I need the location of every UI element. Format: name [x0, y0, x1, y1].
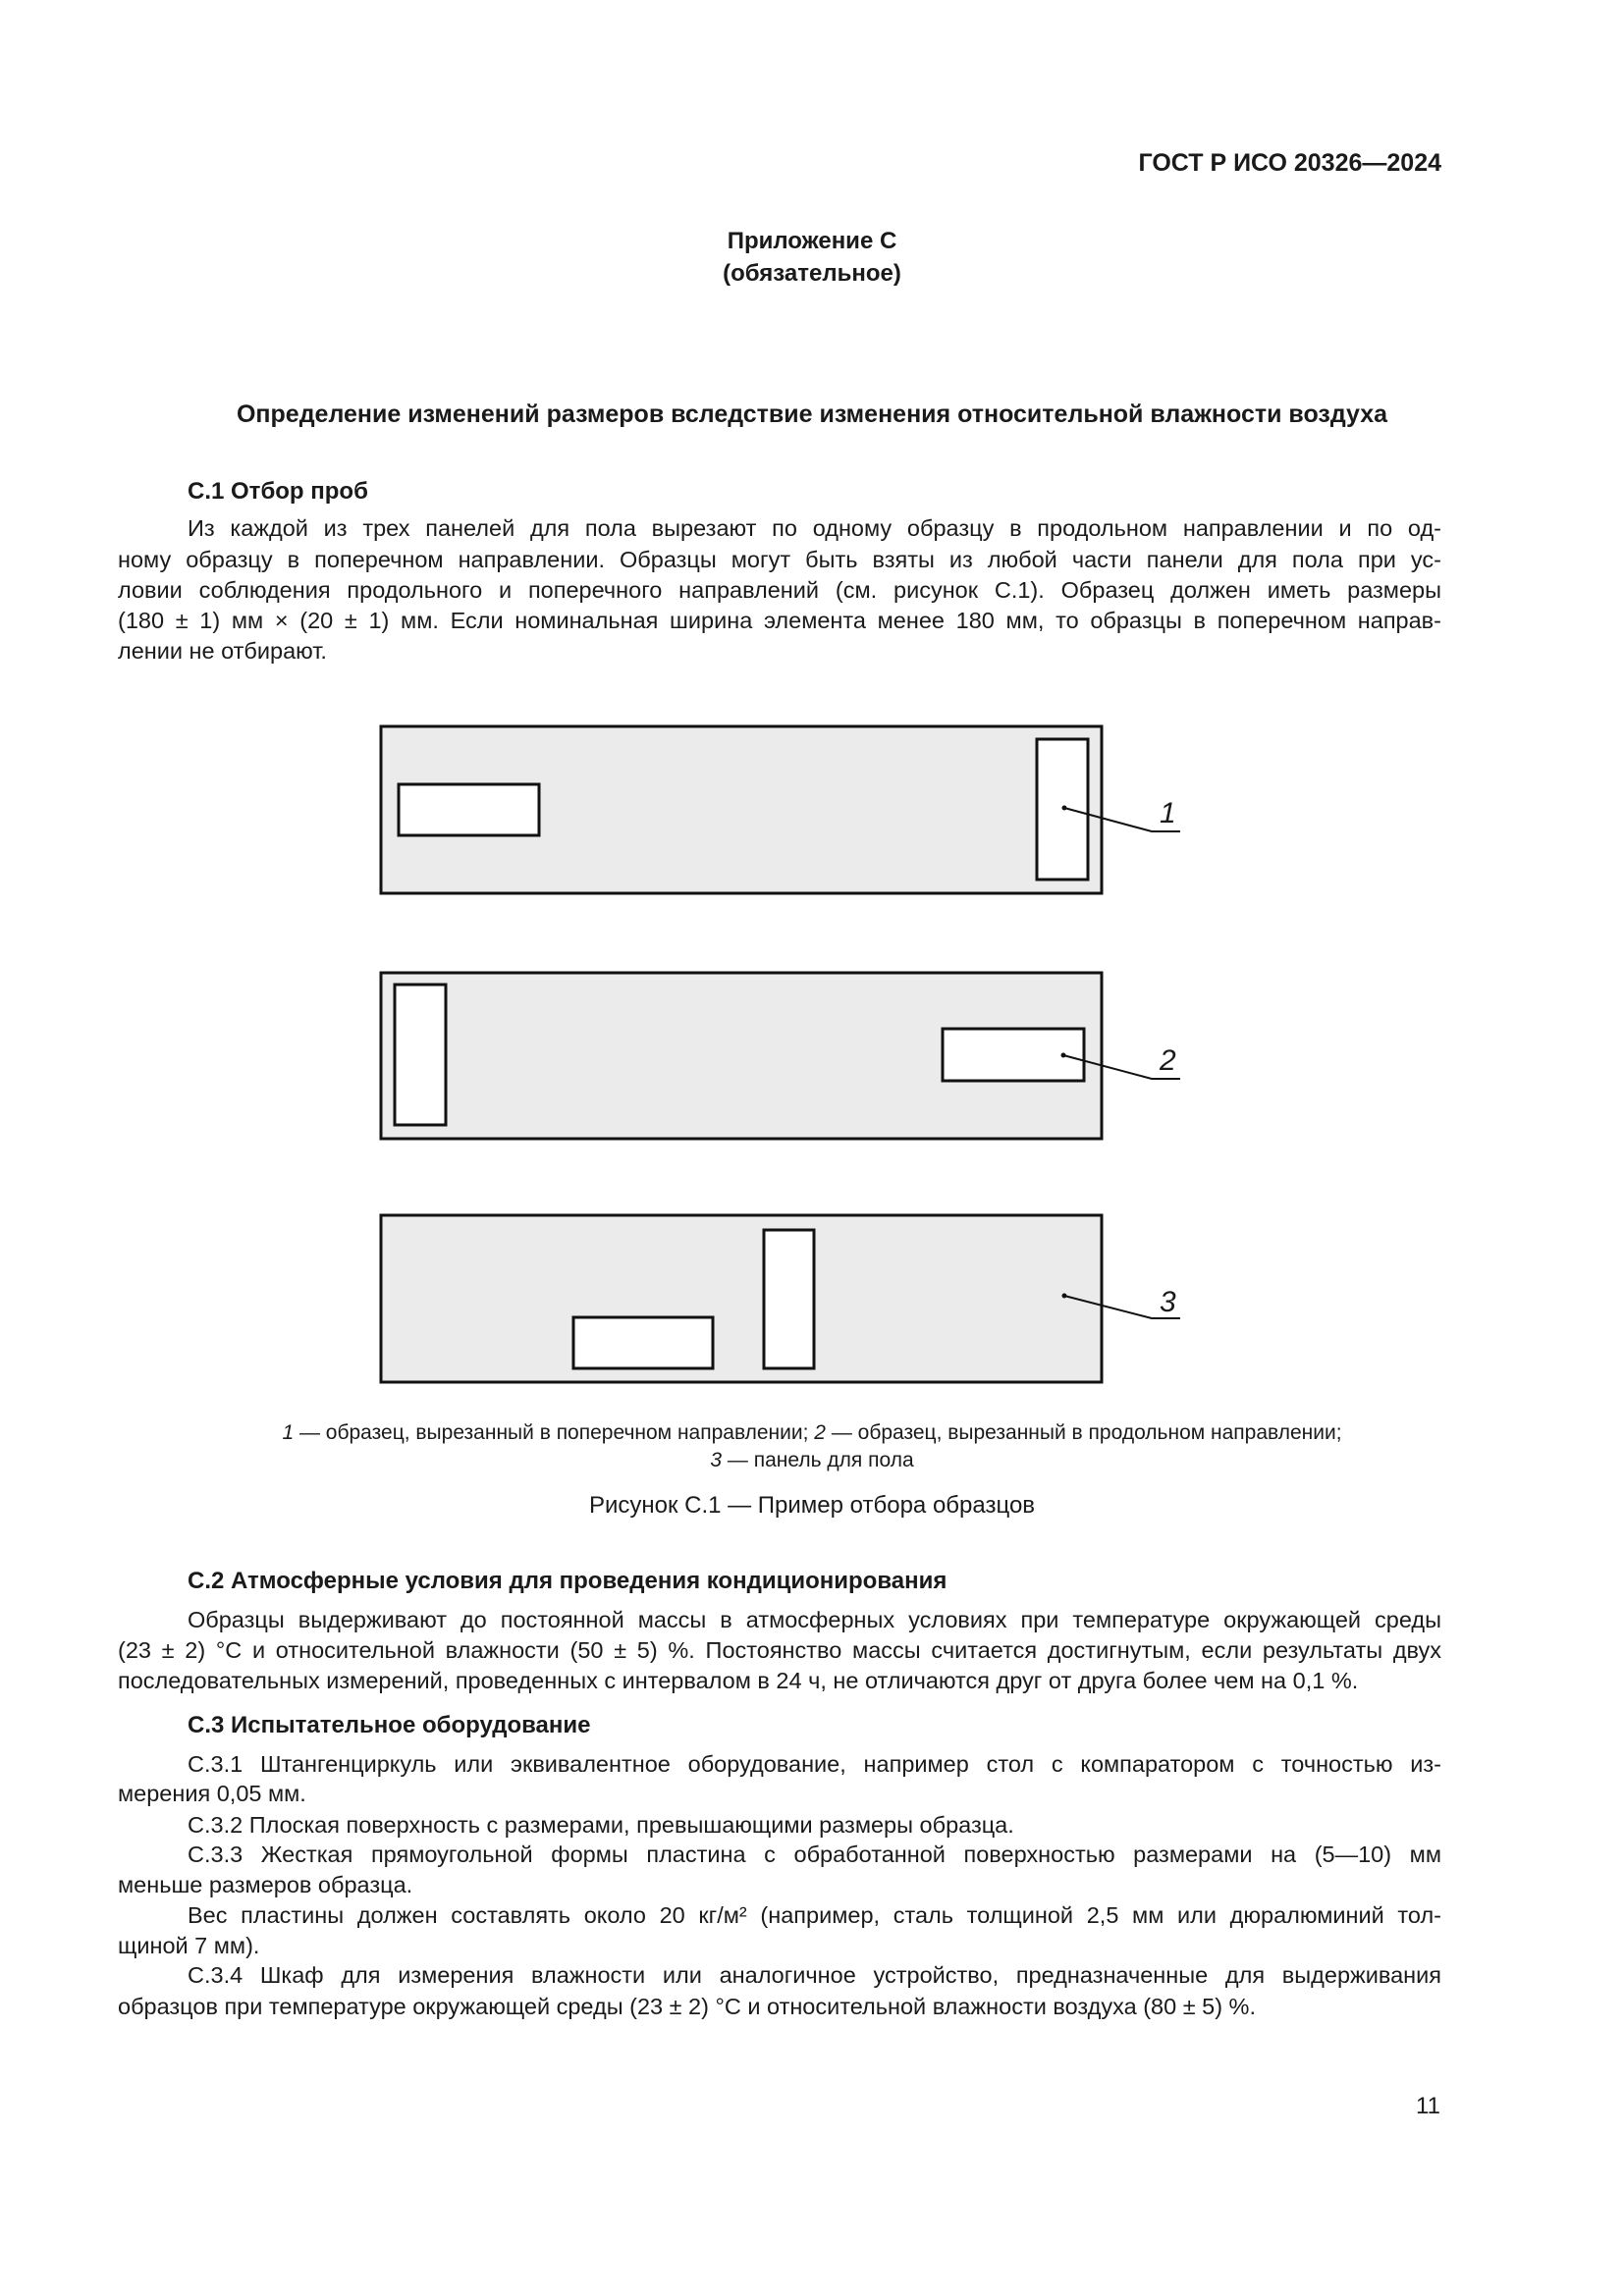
paragraph-line: лении не отбирают.: [118, 638, 327, 664]
callout-label-3: 3: [1160, 1286, 1176, 1318]
legend-num: 3: [710, 1449, 723, 1471]
legend-num: 1: [282, 1421, 295, 1444]
paragraph-line: ному образцу в поперечном направлении. Образцы могут быть взяты из любой части панели для пола при ус-: [118, 547, 1441, 572]
paragraph-line: Вес пластины должен составлять около 20 кг/м² (например, сталь толщиной 2,5 мм или дюралюминий тол-: [188, 1902, 1441, 1928]
document-title: Определение изменений размеров вследствие изменения относительной влажности воздуха: [236, 400, 1388, 428]
figure-caption: Рисунок С.1 — Пример отбора образцов: [588, 1492, 1036, 1519]
paragraph-line: С.3.1 Штангенциркуль или эквивалентное оборудование, например стол с компаратором с точностью из-: [188, 1751, 1441, 1777]
panel-1: [381, 726, 1180, 893]
section-heading-c3: С.3 Испытательное оборудование: [188, 1712, 591, 1738]
panel-2: [381, 973, 1180, 1139]
paragraph-line: С.3.4 Шкаф для измерения влажности или аналогичное устройство, предназначенные для выдерживания: [188, 1962, 1441, 1988]
callout-label-2: 2: [1160, 1044, 1176, 1077]
paragraph-line: щиной 7 мм).: [118, 1933, 260, 1958]
paragraph-line: мерения 0,05 мм.: [118, 1781, 306, 1806]
paragraph-line: Из каждой из трех панелей для пола вырезают по одному образцу в продольном направлении и по од-: [188, 515, 1441, 541]
figure-legend-line-1: [0, 1421, 1624, 1445]
callout-label-1: 1: [1160, 797, 1176, 829]
paragraph-line: образцов при температуре окружающей среды (23 ± 2) °С и относительной влажности воздуха (80 ± 5) %.: [118, 1994, 1256, 2019]
sample-longitudinal: [399, 784, 539, 835]
sample-transverse: [395, 985, 446, 1125]
paragraph-line: Образцы выдерживают до постоянной массы в атмосферных условиях при температуре окружающей среды: [188, 1607, 1441, 1632]
paragraph-line: (180 ± 1) мм × (20 ± 1) мм. Если номинальная ширина элемента менее 180 мм, то образцы в поперечном направ-: [118, 608, 1441, 633]
sample-longitudinal: [573, 1317, 713, 1368]
paragraph-line: С.3.2 Плоская поверхность с размерами, превышающими размеры образца.: [188, 1812, 1014, 1838]
page-number: 11: [1416, 2093, 1440, 2119]
annex-status: (обязательное): [723, 260, 901, 287]
section-heading-c2: С.2 Атмосферные условия для проведения кондиционирования: [188, 1568, 947, 1594]
paragraph-line: последовательных измерений, проведенных с интервалом в 24 ч, не отличаются друг от друга более чем на 0,1 %.: [118, 1668, 1359, 1693]
legend-text: — образец, вырезанный в поперечном направлении;: [294, 1421, 815, 1444]
sample-transverse: [764, 1230, 814, 1368]
paragraph-line: меньше размеров образца.: [118, 1872, 413, 1897]
standard-number: ГОСТ Р ИСО 20326—2024: [1138, 149, 1441, 177]
paragraph-line: ловии соблюдения продольного и поперечного направлений (см. рисунок С.1). Образец должен иметь размеры: [118, 577, 1441, 603]
panel-3: [381, 1215, 1180, 1382]
legend-text: — панель для пола: [722, 1449, 914, 1471]
legend-text: — образец, вырезанный в продольном направлении;: [825, 1421, 1342, 1444]
figure-legend-line-2: [0, 1449, 1624, 1472]
annex-title: Приложение С: [727, 228, 897, 254]
paragraph-line: (23 ± 2) °С и относительной влажности (50 ± 5) %. Постоянство массы считается достигнутым, если результаты двух: [118, 1637, 1441, 1663]
legend-num: 2: [814, 1421, 826, 1444]
paragraph-line: С.3.3 Жесткая прямоугольной формы пластина с обработанной поверхностью размерами на (5—10) мм: [188, 1842, 1441, 1867]
section-heading-c1: С.1 Отбор проб: [188, 478, 368, 505]
